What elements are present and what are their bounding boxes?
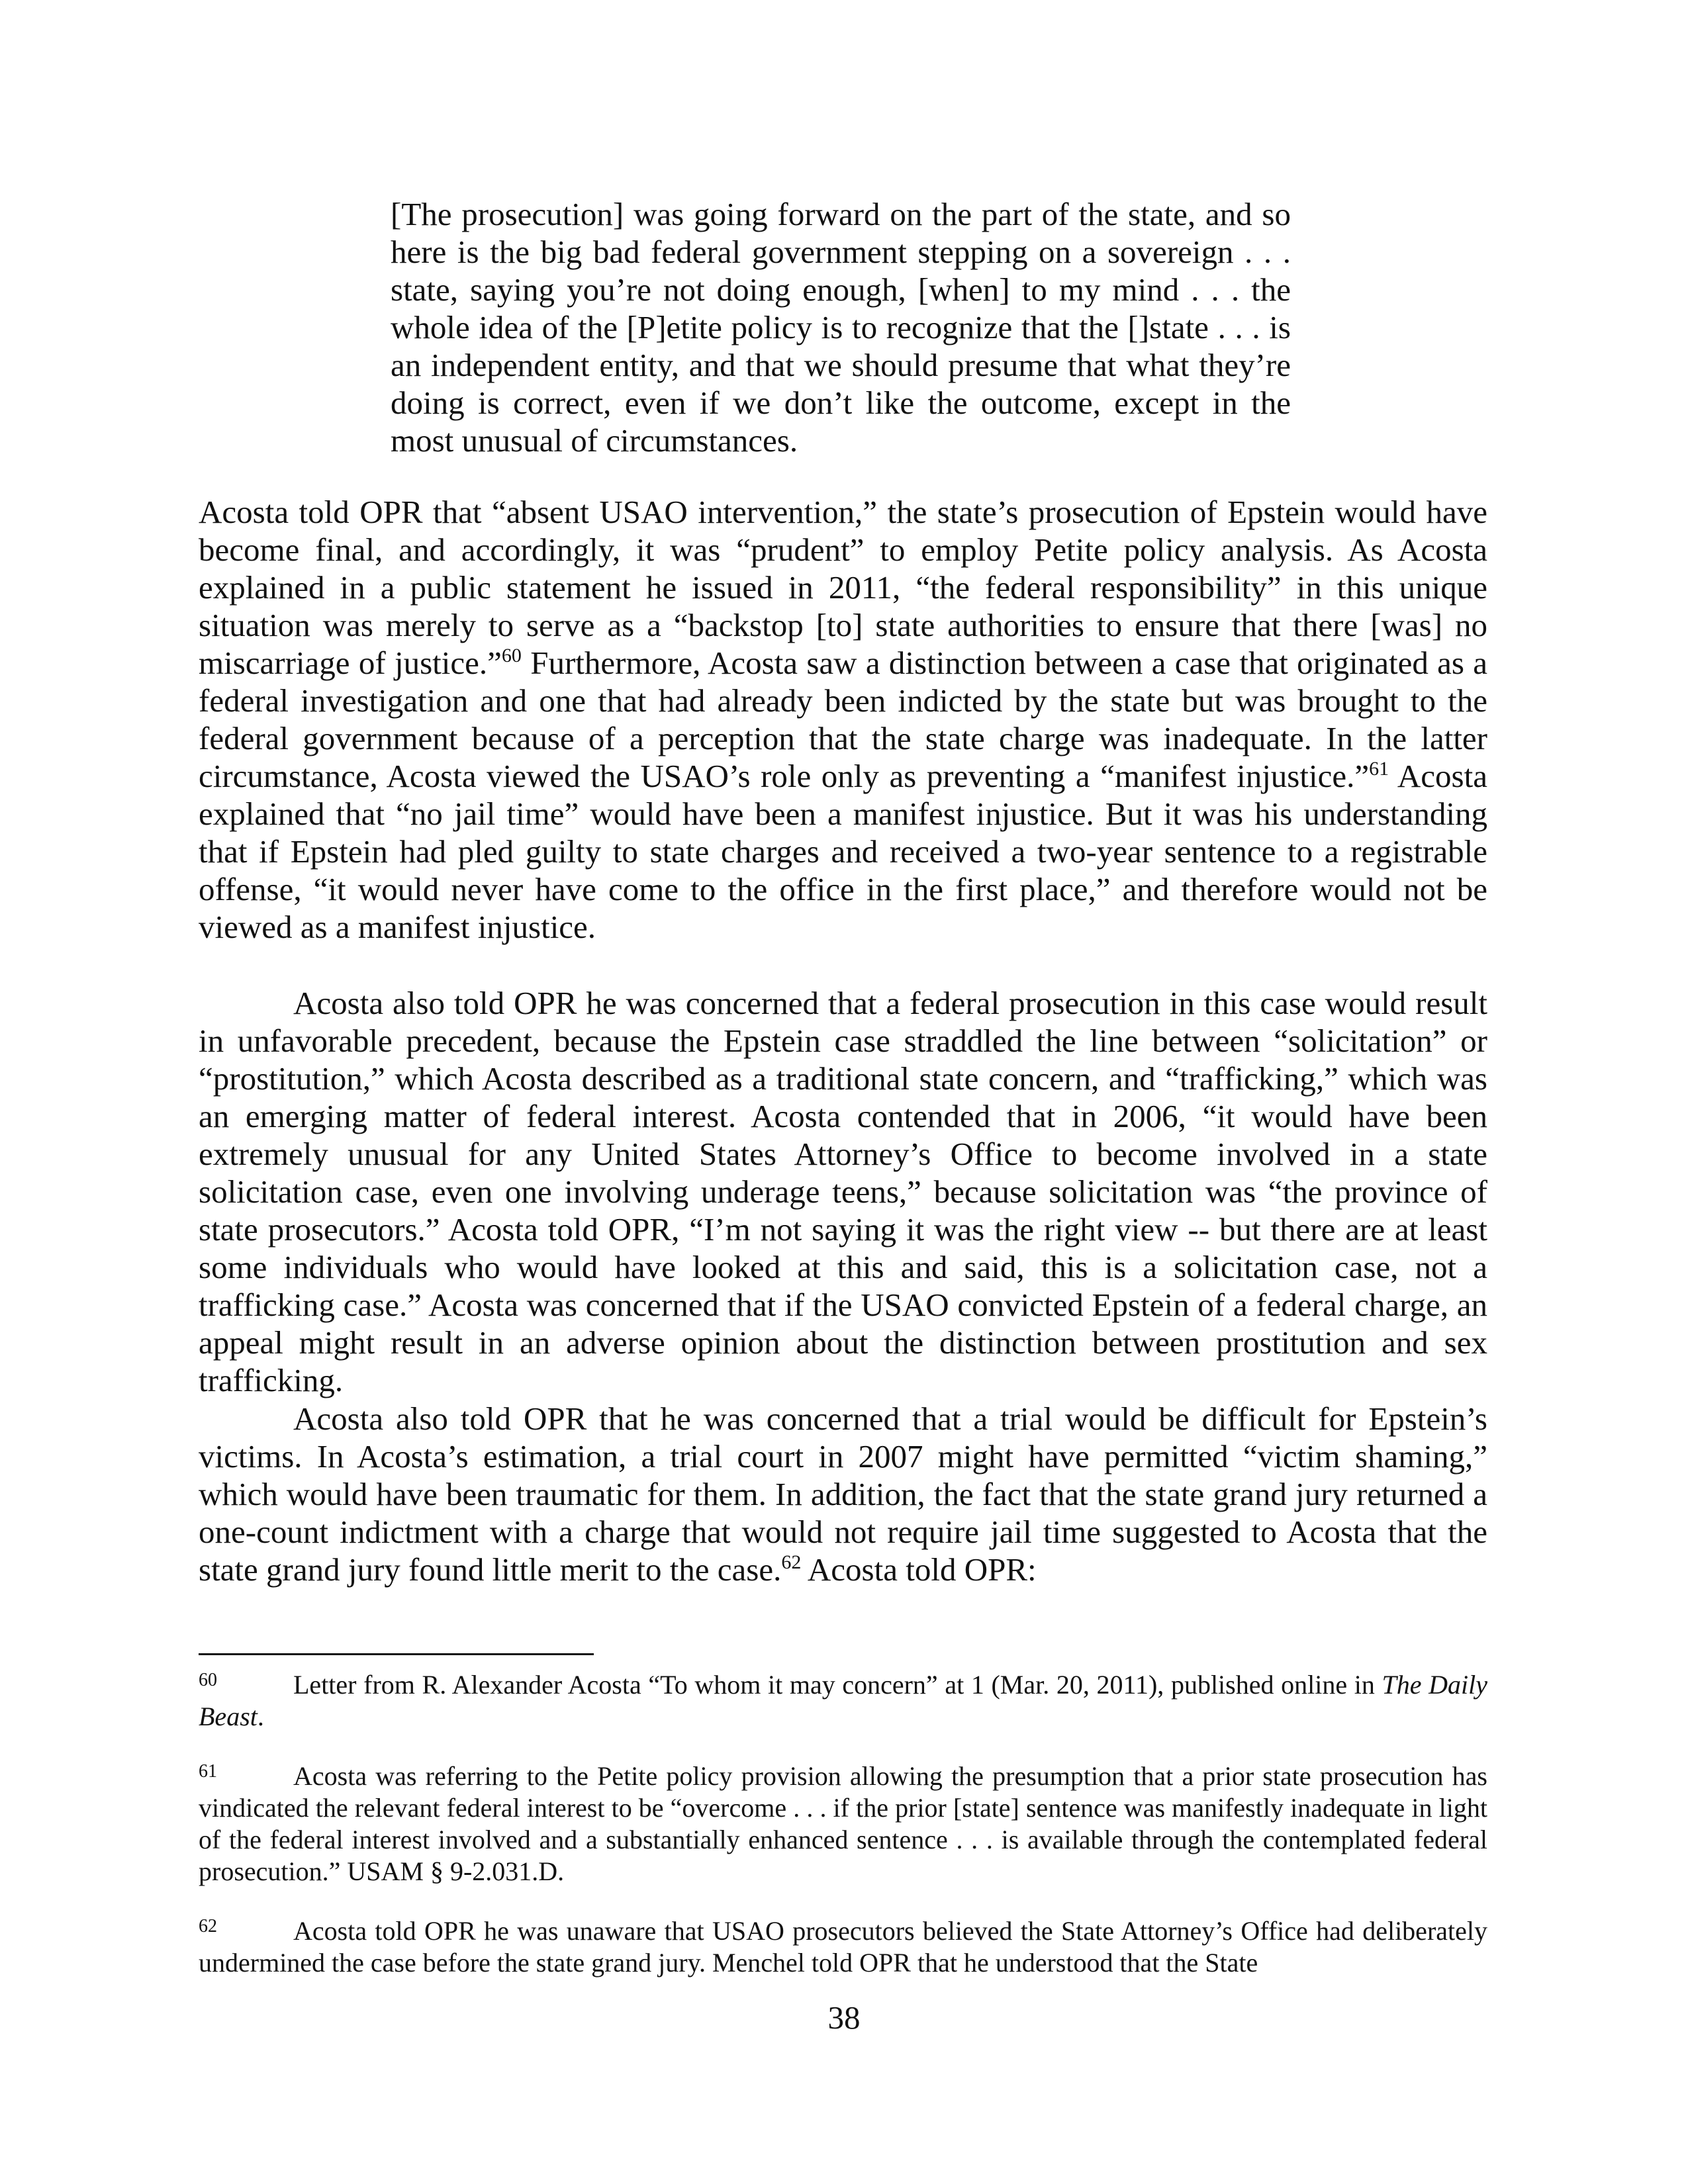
footnote-62 [199, 1915, 1487, 1979]
paragraph-1-part-a: Acosta told OPR that “absent USAO intervention,” the state’s prosecution of Epstein would have become final, and accordingly, it was “prudent” to employ Petite policy analysis. As Acosta explained in a public statement he issued in 2011, “the federal responsibility” in this unique situation was merely to serve as a “backstop [to] state authorities to ensure that there [was] no miscarriage of justice.” [199, 494, 1487, 681]
footnote-number: 62 [199, 1916, 217, 1936]
footnote-number: 61 [199, 1761, 217, 1782]
paragraph-3-part-a: Acosta also told OPR that he was concerned that a trial would be difficult for Epstein’s victims. In Acosta’s estimation, a trial court in 2007 might have permitted “victim shaming,” which would have been traumatic for them. In addition, the fact that the state grand jury returned a one-count indictment with a charge that would not require jail time suggested to Acosta that the state grand jury found little merit to the case. [199, 1400, 1487, 1588]
footnote-ref-61[interactable]: 61 [1369, 758, 1389, 780]
footnote-60 [199, 1669, 1487, 1733]
footnote-ref-62[interactable]: 62 [781, 1551, 802, 1573]
paragraph-2: Acosta also told OPR he was concerned that a federal prosecution in this case would result in unfavorable precedent, because the Epstein case straddled the line between “solicitation” or “prostitution,” which Acosta described as a traditional state concern, and “trafficking,” which was an emerging matter of federal interest. Acosta contended that in 2006, “it would have been extremely unusual for any United States Attorney’s Office to become involved in a state solicitation case, even one involving underage teens,” because solicitation was “the province of state prosecutors.” Acosta told OPR, “I’m not saying it was the right view -- but there are at least some individuals who would have looked at this and said, this is a solicitation case, not a trafficking case.” Acosta was concerned that if the USAO convicted Epstein of a federal charge, an appeal might result in an adverse opinion about the distinction between prostitution and sex trafficking. [199, 985, 1487, 1398]
footnote-text: Acosta told OPR he was unaware that USAO prosecutors believed the State Attorney’s Office had deliberately undermined the case before the state grand jury. Menchel told OPR that he understood that the State [199, 1916, 1487, 1978]
paragraph-1 [199, 493, 1487, 946]
footnote-number: 60 [199, 1670, 217, 1690]
paragraph-1-part-b: Furthermore, Acosta saw a distinction between a case that originated as a federal investigation and one that had already been indicted by the state but was brought to the federal government because of a perception that the state charge was inadequate. In the latter circumstance, Acosta viewed the USAO’s role only as preventing a “manifest injustice.” [199, 645, 1487, 794]
footnote-ref-60[interactable]: 60 [501, 645, 522, 666]
footnote-text: Letter from R. Alexander Acosta “To whom it may concern” at 1 (Mar. 20, 2011), published online in [293, 1670, 1382, 1700]
footnote-separator [199, 1653, 594, 1655]
paragraph-3-part-b: Acosta told OPR: [801, 1551, 1037, 1588]
footnote-text: Acosta was referring to the Petite policy provision allowing the presumption that a prior state prosecution has vindicated the relevant federal interest to be “overcome . . . if the prior [state] sentence was manifestly inadequate in light of the federal interest involved and a substantially enhanced sentence . . . is available through the contemplated federal prosecution.” USAM § 9-2.031.D. [199, 1761, 1487, 1886]
page-number: 38 [827, 1999, 861, 2036]
footnote-end: . [257, 1702, 264, 1731]
paragraph-3 [199, 1400, 1487, 1588]
publication-title: The Daily Beast [199, 1670, 1487, 1731]
block-quote: [The prosecution] was going forward on the part of the state, and so here is the big bad federal government stepping on a sovereign . . . state, saying you’re not doing enough, [when] to my mind . . . the whole idea of the [P]etite policy is to recognize that the []state . . . is an independent entity, and that we should presume that what they’re doing is correct, even if we don’t like the outcome, except in the most unusual of circumstances. [391, 196, 1291, 459]
footnote-61 [199, 1760, 1487, 1888]
paragraph-1-part-c: Acosta explained that “no jail time” would have been a manifest injustice. But it was his understanding that if Epstein had pled guilty to state charges and received a two-year sentence to a registrable offense, “it would never have come to the office in the first place,” and therefore would not be viewed as a manifest injustice. [199, 758, 1487, 945]
